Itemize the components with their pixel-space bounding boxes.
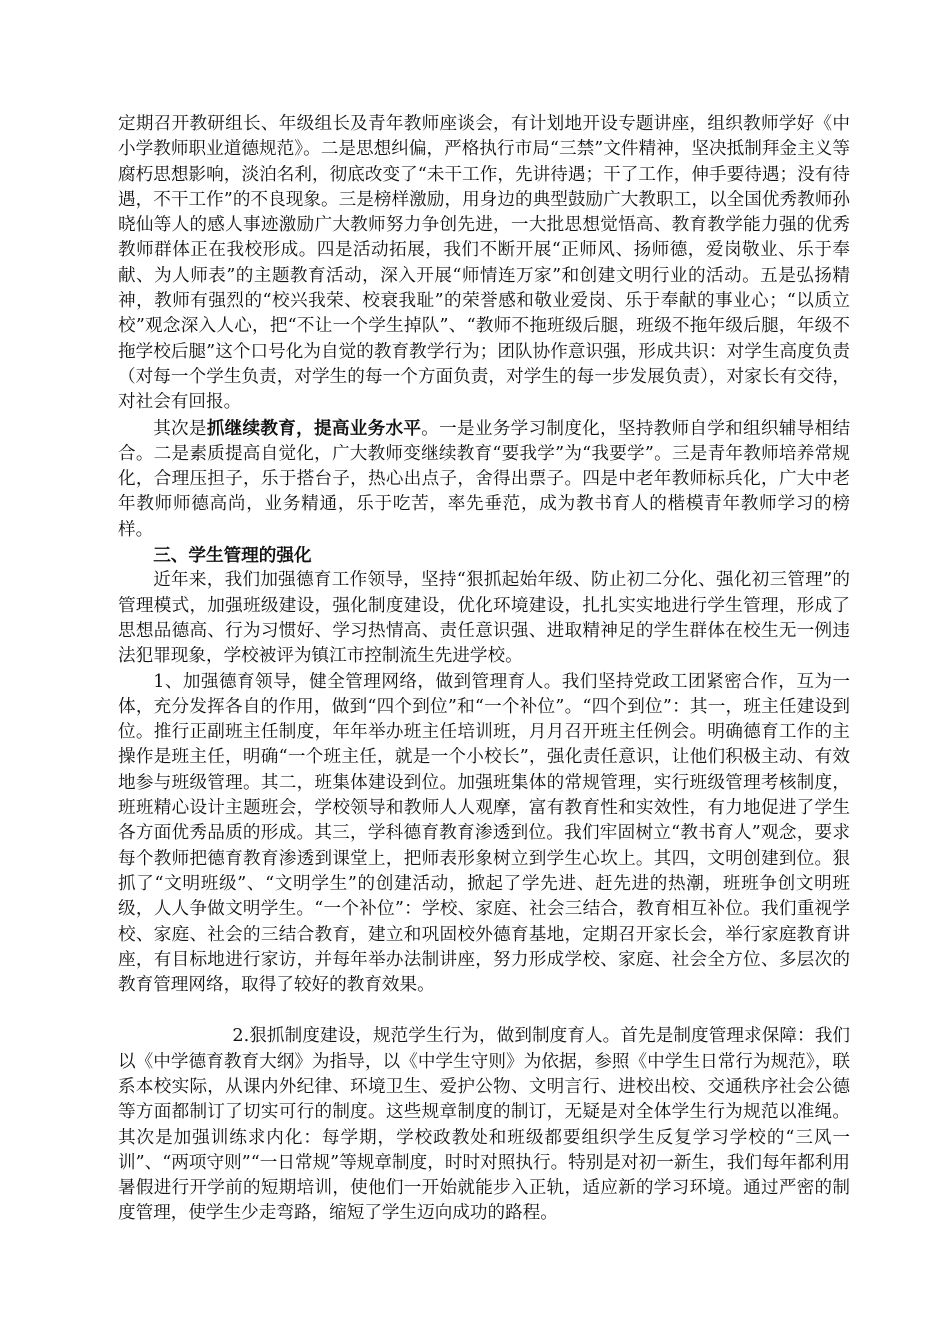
section-heading: 三、学生管理的强化: [153, 545, 312, 567]
paragraph-rest: 。一是业务学习制度化，坚持教师自学和组织辅导相结合。二是素质提高自觉化，广大教师变继续教育“要我学”为“我要学”。三是青年教师培养常规化，合理压担子，乐于搭台子，热心出点子，舍得出票子。四是中老年教师标兵化，广大中老年教师师德高尚，业务精通，乐于吃苦，率先垂范，成为教书育人的楷模青年教师学习的榜样。: [118, 418, 850, 540]
paragraph-rules-building: 2.狠抓制度建设，规范学生行为，做到制度育人。首先是制度管理求保障：我们以《中学德育教育大纲》为指导，以《中学生守则》为依据，参照《中学生日常行为规范》，联系本校实际，从课内外纪律、环境卫生、爱护公物、文明言行、进校出校、交通秩序社会公德等方面都制订了切实可行的制度。这些规章制度的制订，无疑是对全体学生行为规范以准绳。其次是加强训练求内化：每学期，学校政教处和班级都要组织学生反复学习学校的“三风一训”、“两项守则”“一日常规”等规章制度，时时对照执行。特别是对初一新生，我们每年都利用暑假进行开学前的短期培训，使他们一开始就能步入正轨，适应新的学习环境。通过严密的制度管理，使学生少走弯路，缩短了学生迈向成功的路程。: [118, 1026, 850, 1224]
paragraph-continuing-education: [118, 416, 850, 543]
paragraph-moral-leadership: 1、加强德育领导，健全管理网络，做到管理育人。我们坚持党政工团紧密合作，互为一体，充分发挥各自的作用，做到“四个到位”和“一个补位”。“四个到位”：其一，班主任建设到位。推行正副班主任制度，年年举办班主任培训班，月月召开班主任例会。明确德育工作的主操作是班主任，明确“一个班主任，就是一个小校长”，强化责任意识，让他们积极主动、有效地参与班级管理。其二，班集体建设到位。加强班集体的常规管理，实行班级管理考核制度，班班精心设计主题班会，学校领导和教师人人观摩，富有教育性和实效性，有力地促进了学生各方面优秀品质的形成。其三，学科德育教育渗透到位。我们牢固树立“教书育人”观念，要求每个教师把德育教育渗透到课堂上，把师表形象树立到学生心坎上。其四，文明创建到位。狠抓了“文明班级”、“文明学生”的创建活动，掀起了学先进、赶先进的热潮，班班争创文明班级，人人争做文明学生。“一个补位”：学校、家庭、社会三结合，教育相互补位。我们重视学校、家庭、社会的三结合教育，建立和巩固校外德育基地，定期召开家长会，举行家庭教育讲座，有目标地进行家访，并每年举办法制讲座，努力形成学校、家庭、社会全方位、多层次的教育管理网络，取得了较好的教育效果。: [118, 671, 850, 996]
bold-phrase: 抓继续教育，提高业务水平: [206, 417, 422, 439]
paragraph-teacher-ethics: 定期召开教研组长、年级组长及青年教师座谈会，有计划地开设专题讲座，组织教师学好《中小学教师职业道德规范》。二是思想纠偏，严格执行市局“三禁”文件精神，坚决抵制拜金主义等腐朽思想影响，淡泊名利，彻底改变了“未干工作，先讲待遇；干了工作，伸手要待遇；没有待遇，不干工作”的不良现象。三是榜样激励，用身边的典型鼓励广大教职工，以全国优秀教师孙晓仙等人的感人事迹激励广大教师努力争创先进，一大批思想觉悟高、教育教学能力强的优秀教师群体正在我校形成。四是活动拓展，我们不断开展“正师风、扬师德，爱岗敬业、乐于奉献、为人师表”的主题教育活动，深入开展“师情连万家”和创建文明行业的活动。五是弘扬精神，教师有强烈的“校兴我荣、校衰我耻”的荣誉感和敬业爱岗、乐于奉献的事业心；“以质立校”观念深入人心，把“不让一个学生掉队”、“教师不拖班级后腿，班级不拖年级后腿，年级不拖学校后腿”这个口号化为自觉的教育教学行为；团队协作意识强，形成共识：对学生高度负责（对每一个学生负责，对学生的每一个方面负责，对学生的每一步发展负责），对家长有交待，对社会有回报。: [118, 114, 850, 413]
document-body: [118, 112, 850, 1227]
paragraph-student-management: 近年来，我们加强德育工作领导，坚持“狠抓起始年级、防止初二分化、强化初三管理”的管理模式，加强班级建设，强化制度建设，优化环境建设，扎扎实实地进行学生管理，形成了思想品德高、行为习惯好、学习热情高、责任意识强、进取精神足的学生群体在校生无一例违法犯罪现象，学校被评为镇江市控制流生先进学校。: [118, 570, 850, 667]
paragraph-lead: 其次是: [153, 418, 207, 439]
blank-line: [118, 998, 850, 1024]
